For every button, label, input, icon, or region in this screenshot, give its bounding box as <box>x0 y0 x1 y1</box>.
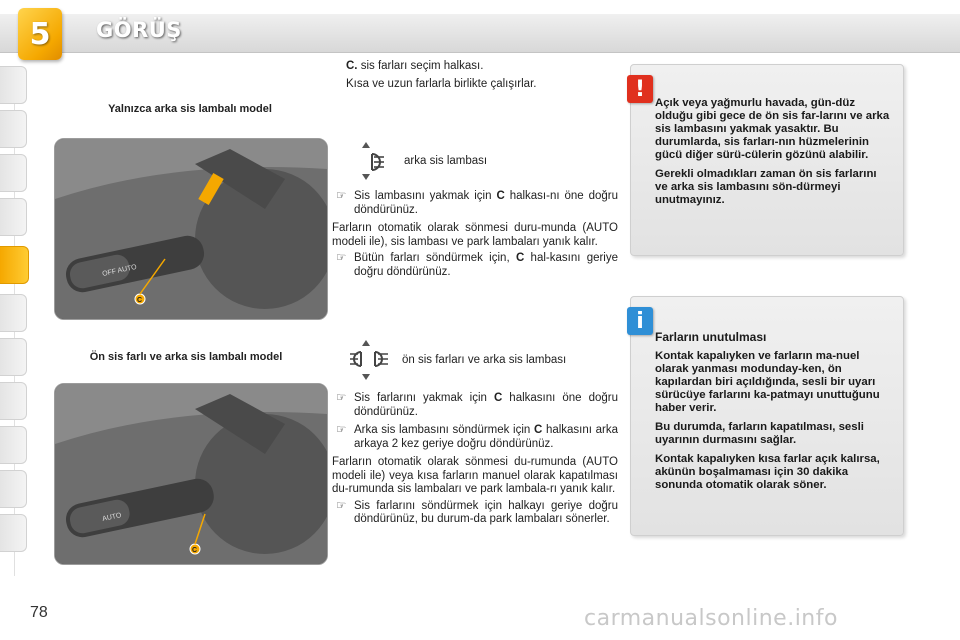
intro-text <box>346 60 618 91</box>
rear-fog-light-icon <box>352 140 392 182</box>
bullet-text: Sis farlarını yakmak için <box>354 392 487 404</box>
intro-line2: Kısa ve uzun farlarla birlikte çalışırlar. <box>346 77 537 90</box>
chapter-tab[interactable] <box>0 514 27 552</box>
bullet-arrow-icon: ☞ <box>336 252 347 264</box>
info-paragraph-2: Bu durumda, farların kapatılması, sesli uyarının durmasını sağlar. <box>655 421 864 446</box>
watermark: carmanualsonline.info <box>584 606 838 631</box>
info-paragraph-1: Kontak kapalıyken ve farların ma-nuel olarak yanması modunday-ken, ön kapılardan biri açıldığında, sesli bir uyarı sürücüye farlarını ka-patmayı unuttuğunu haber verir. <box>655 350 880 414</box>
caption-rear-fog-model: Yalnızca arka sis lambalı model <box>108 103 272 115</box>
chapter-tab[interactable] <box>0 66 27 104</box>
chapter-badge <box>18 8 62 60</box>
info-paragraph-3: Kontak kapalıyken kısa farlar açık kalırsa, akünün boşalmaması için 30 dakika sonunda otomatik olarak söner. <box>655 453 880 491</box>
chapter-tab[interactable] <box>0 470 27 508</box>
intro-rest: sis farları seçim halkası. <box>360 60 484 72</box>
chapter-tab[interactable] <box>0 154 27 192</box>
bullet-text: Arka sis lambasını söndürmek için <box>354 424 531 436</box>
stalk-photo-front-rear-fog <box>54 383 328 565</box>
front-rear-fog-paragraph: Farların otomatik olarak sönmesi du-rumunda (AUTO modeli ile) veya kısa farların manuel olarak kapatılması du-rumunda sis lambaları ve park lambala-rı yanık kalır. <box>332 456 618 495</box>
bullet-arrow-icon: ☞ <box>336 424 347 436</box>
label-c: C <box>137 297 143 304</box>
bullet-text: halkasını öne doğru döndürünüz. <box>354 392 618 418</box>
chapter-tab[interactable] <box>0 338 27 376</box>
bullet-arrow-icon: ☞ <box>336 190 347 202</box>
stalk-photo-rear-fog <box>54 138 328 320</box>
bullet-bold: C <box>493 392 503 404</box>
chapter-tab[interactable] <box>0 198 27 236</box>
bullet-text: halkasını arka arkaya 2 kez geriye doğru döndürünüz. <box>354 424 618 450</box>
bullet-bold: C <box>496 190 505 202</box>
chapter-tab[interactable] <box>0 382 27 420</box>
front-rear-fog-light-icon <box>346 338 392 382</box>
front-rear-fog-icon-row <box>346 338 566 382</box>
page-title: GÖRÜŞ <box>96 18 182 42</box>
page-number: 78 <box>30 604 48 621</box>
chapter-tab[interactable] <box>0 294 27 332</box>
rear-fog-icon-label: arka sis lambası <box>404 155 488 167</box>
intro-bold: C. <box>346 60 358 72</box>
bullet-bold: C <box>533 424 543 436</box>
chapter-tab[interactable] <box>0 426 27 464</box>
front-rear-fog-icon-label: ön sis farları ve arka sis lambası <box>402 354 567 366</box>
label-c: C <box>192 547 198 554</box>
warning-box <box>630 64 904 256</box>
chapter-tabs <box>0 66 30 576</box>
rear-fog-paragraph: Farların otomatik olarak sönmesi duru-munda (AUTO modeli ile), sis lambası ve park lambaları yanık kalır. <box>332 222 618 248</box>
info-icon: i <box>627 307 653 335</box>
rear-fog-icon-row <box>352 140 487 182</box>
bullet-text: Sis lambasını yakmak için <box>354 190 492 202</box>
warning-paragraph-2: Gerekli olmadıkları zaman ön sis farlarını ve arka sis lambasını sön-dürmeyi unutmayınız. <box>655 168 877 206</box>
front-rear-fog-instructions <box>332 392 618 527</box>
rear-fog-instructions <box>332 190 618 279</box>
bullet-text: hal-kasını geriye doğru döndürünüz. <box>354 252 619 278</box>
caption-front-rear-fog-model: Ön sis farlı ve arka sis lambalı model <box>89 351 283 363</box>
svg-text:OFF AUTO: OFF AUTO <box>101 263 138 278</box>
chapter-number: 5 <box>29 16 51 52</box>
bullet-bold: C <box>515 252 525 264</box>
info-title: Farların unutulması <box>655 330 767 344</box>
chapter-tab-active[interactable] <box>0 246 29 284</box>
warning-text <box>631 65 903 223</box>
bullet-arrow-icon: ☞ <box>336 392 347 404</box>
bullet-text: Sis farlarını söndürmek için halkayı geriye doğru döndürünüz, bu durum-da park lambaları sönerler. <box>354 499 618 525</box>
svg-text:AUTO: AUTO <box>101 512 123 523</box>
bullet-text: halkası-nı öne doğru döndürünüz. <box>354 190 618 216</box>
info-box <box>630 296 904 536</box>
chapter-tab[interactable] <box>0 110 27 148</box>
bullet-text: Bütün farları söndürmek için, <box>354 252 510 264</box>
warning-icon: ! <box>627 75 653 103</box>
bullet-arrow-icon: ☞ <box>336 499 347 512</box>
warning-paragraph-1: Açık veya yağmurlu havada, gün-düz olduğu gibi gece de ön sis far-larını ve arka sis lambasını yakmak yasaktır. Bu durumlarda, sis farları-nın hüzmelerinin gücü diğer sürü-cülerin gözünü alabilir. <box>655 97 890 161</box>
info-text <box>631 297 903 508</box>
